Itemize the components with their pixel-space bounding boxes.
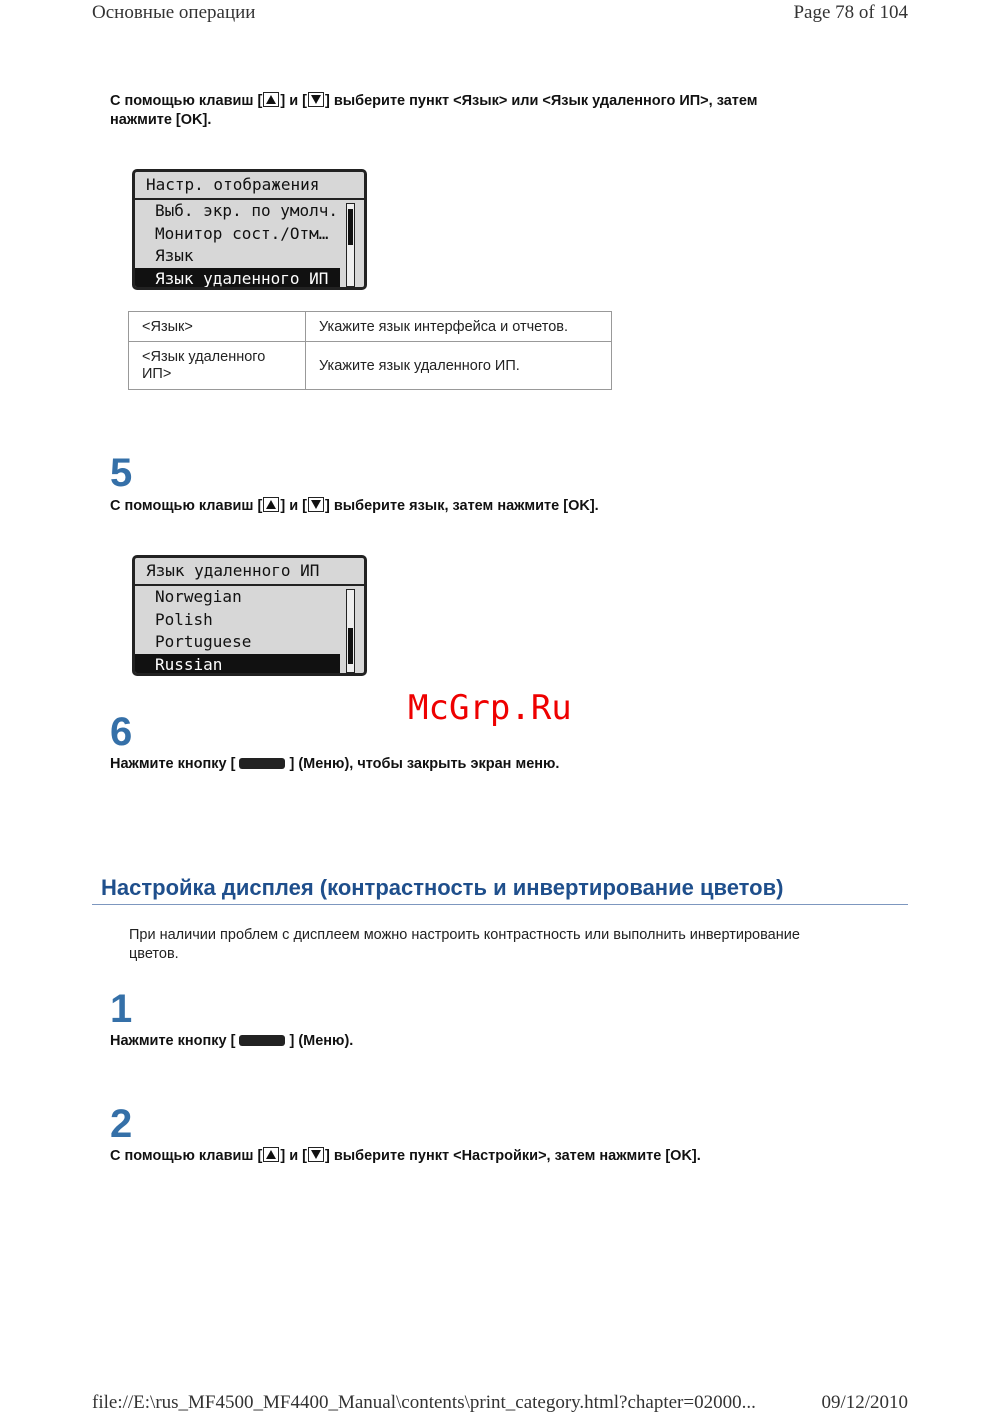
lcd-menu-item: Язык удаленного ИП	[135, 268, 340, 291]
up-arrow-key-icon	[263, 1147, 279, 1162]
lcd-title: Настр. отображения	[135, 172, 364, 200]
lcd-menu-item: Язык	[155, 246, 194, 265]
up-arrow-key-icon	[263, 497, 279, 512]
lcd-scrollbar	[346, 203, 355, 287]
option-name: <Язык>	[129, 312, 306, 342]
menu-button-icon	[239, 758, 285, 769]
lcd-remote-ui-language	[132, 555, 367, 676]
step6-instruction: Нажмите кнопку [ ] (Меню), чтобы закрыть экран меню.	[110, 756, 560, 772]
step1-instruction: Нажмите кнопку [ ] (Меню).	[110, 1033, 354, 1049]
lcd-title: Язык удаленного ИП	[135, 558, 364, 586]
header-chapter: Основные операции	[92, 2, 256, 23]
lcd-menu-item: Монитор сост./Отм…	[155, 223, 329, 243]
step4-instruction: С помощью клавиш [ ] и [ ] выберите пункт <Язык> или <Язык удаленного ИП>, затем нажмите [OK].	[110, 93, 758, 128]
lcd-menu-item: Выб. экр. по умолч.	[155, 201, 339, 220]
option-description: Укажите язык интерфейса и отчетов.	[306, 312, 612, 342]
down-arrow-key-icon	[308, 92, 324, 107]
menu-button-icon	[239, 1035, 285, 1046]
section-divider	[92, 904, 908, 905]
header-page-number: Page 78 of 104	[793, 2, 908, 23]
lcd-menu-item: Portuguese	[155, 632, 252, 651]
step-number-6: 6	[110, 710, 133, 754]
footer-file-path: file://E:\rus_MF4500_MF4400_Manual\contents\print_category.html?chapter=02000...	[92, 1392, 756, 1413]
option-description: Укажите язык удаленного ИП.	[306, 342, 612, 390]
up-arrow-key-icon	[263, 92, 279, 107]
down-arrow-key-icon	[308, 1147, 324, 1162]
lcd-display-settings	[132, 169, 367, 290]
lcd-menu-list	[135, 586, 364, 676]
lcd-menu-item: Polish	[155, 609, 213, 629]
section-title: Настройка дисплея (контрастность и инвертирование цветов)	[101, 875, 784, 900]
step5-instruction: С помощью клавиш [ ] и [ ] выберите язык, затем нажмите [OK].	[110, 498, 599, 514]
down-arrow-key-icon	[308, 497, 324, 512]
step-number-1: 1	[110, 987, 133, 1031]
lcd-menu-list	[135, 200, 364, 290]
options-table	[128, 311, 612, 390]
lcd-scrollbar	[346, 589, 355, 673]
lcd-menu-item: Russian	[135, 654, 340, 677]
watermark: McGrp.Ru	[408, 688, 572, 728]
table-row	[129, 312, 612, 342]
option-name: <Язык удаленного ИП>	[129, 342, 306, 390]
step2-instruction: С помощью клавиш [ ] и [ ] выберите пункт <Настройки>, затем нажмите [OK].	[110, 1148, 701, 1164]
step-number-2: 2	[110, 1102, 133, 1146]
table-row	[129, 342, 612, 390]
footer-date: 09/12/2010	[821, 1392, 908, 1413]
section-intro: При наличии проблем с дисплеем можно настроить контрастность или выполнить инвертирование цветов.	[129, 927, 800, 962]
lcd-menu-item: Norwegian	[155, 587, 242, 606]
step-number-5: 5	[110, 451, 133, 495]
